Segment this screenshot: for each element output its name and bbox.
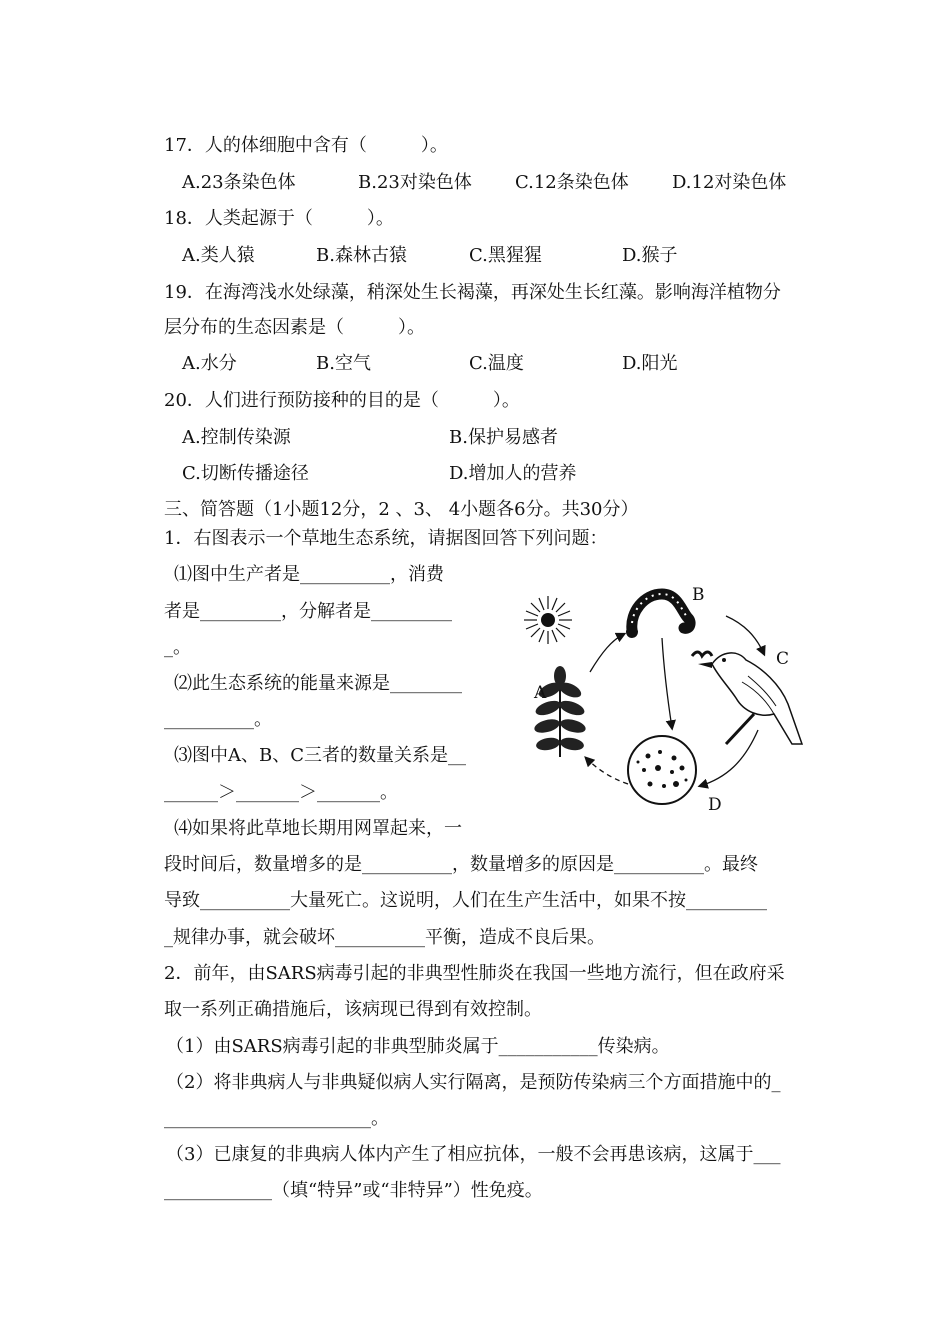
decomposer-icon	[628, 736, 696, 804]
q18-option-d: D.猴子	[622, 245, 678, 266]
q18-option-b: B.森林古猿	[316, 245, 407, 266]
sq1-intro: 1．右图表示一个草地生态系统，请据图回答下列问题：	[164, 528, 608, 549]
q20-option-c: C.切断传播途径	[182, 463, 309, 484]
sq2-part2-line2: _______________________。	[164, 1108, 389, 1129]
q19-stem-line1: 19．在海湾浅水处绿藻，稍深处生长褐藻，再深处生长红藻。影响海洋植物分	[164, 282, 781, 303]
sq1-part2-line1: ⑵此生态系统的能量来源是________	[174, 673, 462, 694]
q17-option-b: B.23对染色体	[358, 172, 472, 193]
q18-stem: 18．人类起源于（ ）。	[164, 208, 394, 229]
q20-option-b: B.保护易感者	[449, 427, 558, 448]
sun-icon	[524, 596, 572, 644]
section-heading: 三、简答题（1小题12分，2 、3、 4小题各6分。共30分）	[164, 499, 639, 520]
q19-option-c: C.温度	[469, 353, 524, 374]
q19-option-d: D.阳光	[622, 353, 678, 374]
sq2-intro-line1: 2．前年，由SARS病毒引起的非典型性肺炎在我国一些地方流行，但在政府采	[164, 963, 785, 984]
label-c: C	[776, 649, 790, 669]
q17-option-c: C.12条染色体	[515, 172, 629, 193]
label-a: A	[534, 683, 547, 703]
sq1-part2-line2: __________。	[164, 709, 272, 730]
sq1-part3-line1: ⑶图中A、B、C三者的数量关系是__	[174, 745, 466, 766]
q19-option-b: B.空气	[316, 353, 371, 374]
sq1-part3-line2: ______＞_______＞_______。	[164, 782, 398, 803]
caterpillar-icon	[626, 594, 690, 638]
sq1-part1-line3: _。	[164, 637, 191, 658]
sq2-part3-line2: ____________（填“特异”或“非特异”）性免疫。	[164, 1180, 543, 1201]
sq1-part4-line2: 段时间后，数量增多的是__________，数量增多的原因是__________。最终	[164, 854, 758, 875]
q17-option-a: A.23条染色体	[182, 172, 296, 193]
sq1-part4-line4: _规律办事，就会破坏__________平衡，造成不良后果。	[164, 927, 605, 948]
q19-stem-line2: 层分布的生态因素是（ ）。	[164, 317, 425, 338]
q19-option-a: A.水分	[182, 353, 237, 374]
sq2-part2-line1: （2）将非典病人与非典疑似病人实行隔离，是预防传染病三个方面措施中的_	[166, 1072, 781, 1093]
ecosystem-figure	[512, 572, 812, 812]
q18-option-c: C.黑猩猩	[469, 245, 542, 266]
sq2-part3-line1: （3）已康复的非典病人体内产生了相应抗体，一般不会再患该病，这属于___	[166, 1144, 781, 1165]
label-d: D	[708, 795, 722, 812]
q18-option-a: A.类人猿	[182, 245, 255, 266]
sq1-part4-line3: 导致__________大量死亡。这说明，人们在生产生活中，如果不按_________	[164, 890, 767, 911]
q20-option-d: D.增加人的营养	[449, 463, 577, 484]
q17-option-d: D.12对染色体	[672, 172, 787, 193]
sq2-part1: （1）由SARS病毒引起的非典型肺炎属于___________传染病。	[166, 1036, 670, 1057]
q17-stem: 17．人的体细胞中含有（ ）。	[164, 135, 448, 156]
sq2-intro-line2: 取一系列正确措施后，该病现已得到有效控制。	[164, 999, 542, 1020]
plant-icon	[533, 666, 587, 757]
sq1-part1-line2: 者是_________，分解者是_________	[164, 601, 452, 622]
label-b: B	[692, 585, 705, 605]
q20-stem: 20．人们进行预防接种的目的是（ ）。	[164, 390, 520, 411]
sq1-part4-line1: ⑷如果将此草地长期用网罩起来，一	[174, 818, 462, 839]
q20-option-a: A.控制传染源	[182, 427, 291, 448]
sq1-part1-line1: ⑴图中生产者是__________，消费	[174, 564, 444, 585]
